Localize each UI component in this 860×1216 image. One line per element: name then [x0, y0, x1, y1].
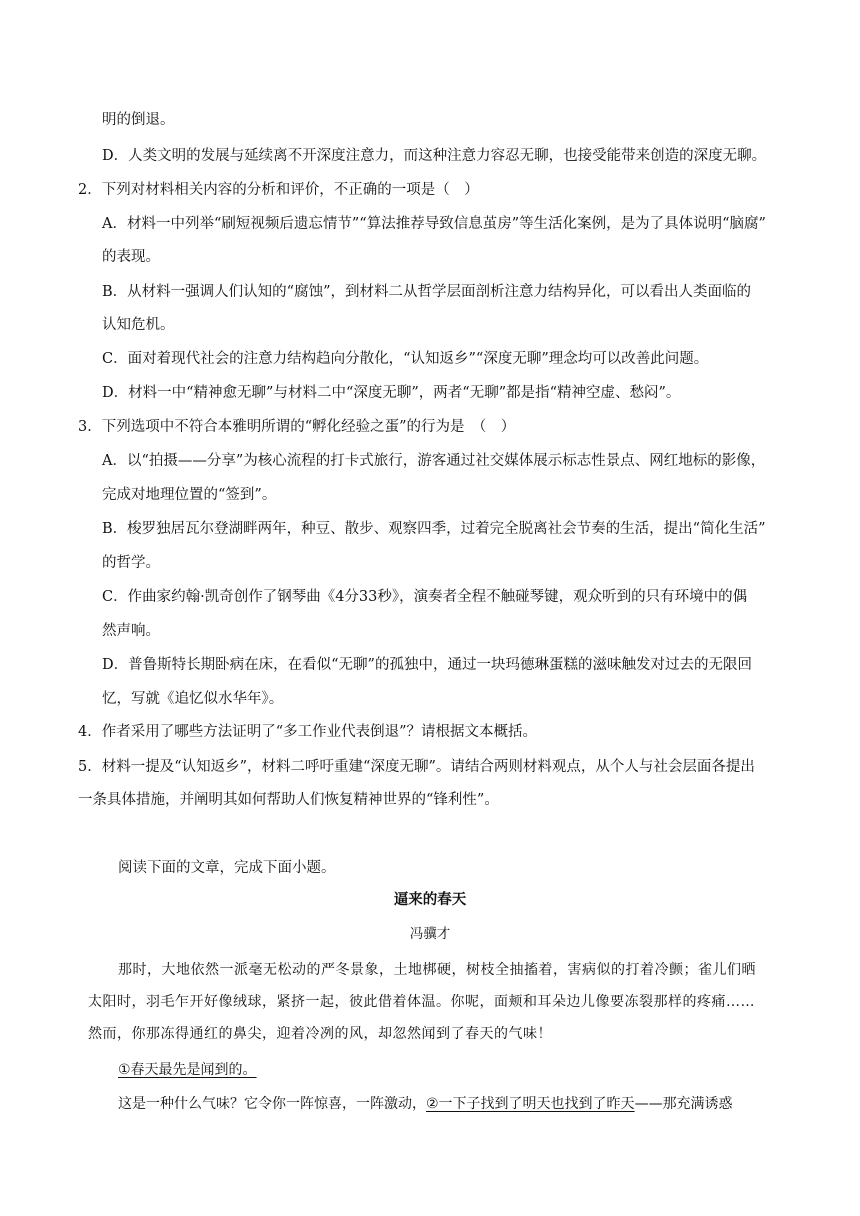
question-5-stem-line1: 5．材料一提及“认知返乡”，材料二呼吁重建“深度无聊”。请结合两则材料观点，从个人与社会层面各提出	[78, 759, 755, 775]
reading-instruction: 阅读下面的文章，完成下面小题。	[118, 860, 336, 876]
question-2-stem: 2．下列对材料相关内容的分析和评价，不正确的一项是（ ）	[78, 182, 479, 198]
q3-option-a-line1: A．以“拍摄——分享”为核心流程的打卡式旅行，游客通过社交媒体展示标志性景点、网红地标的影像，	[102, 453, 766, 469]
paragraph-3-part-a: 这是一种什么气味？它令你一阵惊喜，一阵激动，	[118, 1096, 426, 1112]
q2-option-c: C．面对着现代社会的注意力结构趋向分散化，“认知返乡”“深度无聊”理念均可以改善此问题。	[102, 351, 709, 367]
paragraph-1-line2: 太阳时，羽毛乍开好像绒球，紧挤一起，彼此借着体温。你呢，面颊和耳朵边儿像要冻裂那样的疼痛……	[88, 994, 755, 1010]
q3-option-b-line2: 的哲学。	[102, 555, 160, 571]
paragraph-1-line1: 那时，大地依然一派毫无松动的严冬景象，土地梆硬，树枝全抽搐着，害病似的打着冷颤；雀儿们晒	[118, 962, 756, 978]
paragraph-3-part-c: ——那充满诱惑	[634, 1096, 733, 1112]
paragraph-3-line1	[118, 1094, 733, 1114]
article-author: 冯骥才	[409, 926, 451, 942]
q1-option-d: D．人类文明的发展与延续离不开深度注意力，而这种注意力容忍无聊，也接受能带来创造的深度无聊。	[102, 148, 767, 164]
question-4-stem: 4．作者采用了哪些方法证明了“多工作业代表倒退”？请根据文本概括。	[78, 724, 538, 740]
q3-option-d-line1: D．普鲁斯特长期卧病在床，在看似“无聊”的孤独中，通过一块玛德琳蛋糕的滋味触发对过去的无限回	[102, 657, 752, 673]
q2-option-d: D．材料一中“精神愈无聊”与材料二中“深度无聊”，两者“无聊”都是指“精神空虚、愁闷”。	[102, 385, 681, 401]
q2-option-b-line2: 认知危机。	[102, 317, 175, 333]
q2-option-b-line1: B．从材料一强调人们认知的“腐蚀”，到材料二从哲学层面剖析注意力结构异化，可以看出人类面临的	[102, 284, 751, 300]
article-title: 逼来的春天	[393, 891, 467, 908]
question-5-stem-line2: 一条具体措施，并阐明其如何帮助人们恢复精神世界的“锋利性”。	[78, 792, 499, 808]
q1-option-c-tail: 明的倒退。	[102, 112, 175, 128]
q2-option-a-line2: 的表现。	[102, 249, 160, 265]
paragraph-2-underlined: ①春天最先是闻到的。	[118, 1062, 257, 1078]
q3-option-c-line1: C．作曲家约翰·凯奇创作了钢琴曲《4分33秒》，演奏者全程不触碰琴键，观众听到的只有环境中的偶	[102, 589, 748, 605]
q3-option-d-line2: 忆，写就《追忆似水华年》。	[102, 691, 284, 707]
q3-option-a-line2: 完成对地理位置的“签到”。	[102, 487, 277, 503]
question-3-stem: 3．下列选项中不符合本雅明所谓的“孵化经验之蛋”的行为是 （ ）	[78, 419, 516, 435]
paragraph-3-underlined: ②一下子找到了明天也找到了昨天	[426, 1096, 635, 1112]
q3-option-c-line2: 然声响。	[102, 623, 160, 639]
q2-option-a-line1: A．材料一中列举“刷短视频后遗忘情节”“算法推荐导致信息茧房”等生活化案例，是为了具体说明“脑腐”	[102, 216, 766, 232]
paragraph-1-line3: 然而，你那冻得通红的鼻尖，迎着冷冽的风，却忽然闻到了春天的气味！	[88, 1026, 552, 1042]
q3-option-b-line1: B．梭罗独居瓦尔登湖畔两年，种豆、散步、观察四季，过着完全脱离社会节奏的生活，提出“简化生活”	[102, 521, 766, 537]
